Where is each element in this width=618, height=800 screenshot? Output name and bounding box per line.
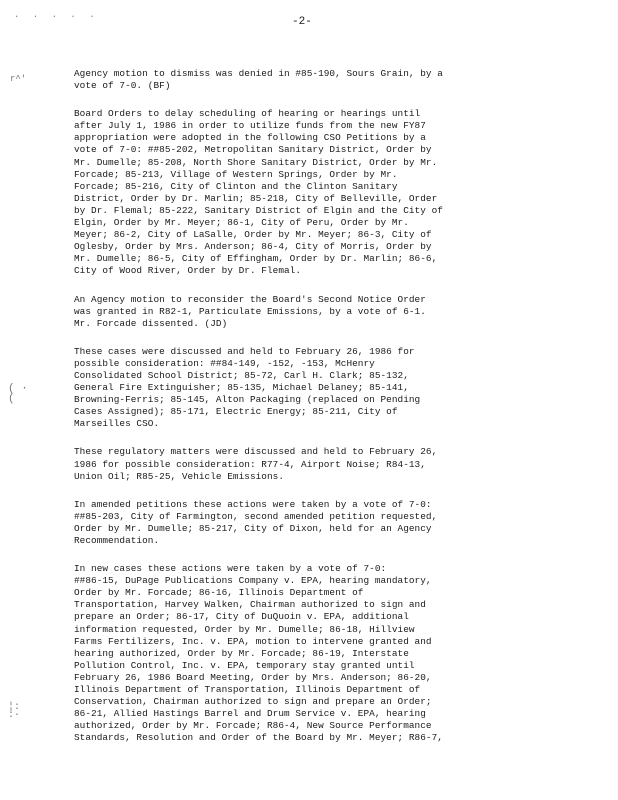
paragraph-amended-petitions: In amended petitions these actions were taken by a vote of 7-0: ##85-203, City of Farmington, second amended petition requested, Order by Mr. Dumelle; 85-217, City of Dixon, held for an Agency Recommendation. (74, 498, 438, 546)
paragraph-sours-grain-motion: Agency motion to dismiss was denied in #85-190, Sours Grain, by a vote of 7-0. (BF) (74, 68, 443, 92)
margin-mark-top-left: . . . . . (14, 10, 99, 20)
paragraph-cases-held: These cases were discussed and held to February 26, 1986 for possible consideration: ##84-149, -152, -153, McHenry Consolidated School District; 85-72, Carl H. Clark; 85-132, General Fire Extinguisher; 85-135, Michael Delaney; 85-141, Browning-Ferris; 85-145, Alton Packaging (replaced on Pending Cases Assigned); 85-171, Electric Energy; 85-211, City of Marseilles CSO. (74, 345, 421, 430)
paragraph-agency-reconsider-motion: An Agency motion to reconsider the Board's Second Notice Order was granted in R82-1, Particulate Emissions, by a vote of 6-1. Mr. Forcade dissented. (JD) (74, 293, 426, 329)
margin-mark-left-upper: r^' (10, 74, 27, 84)
page-number: -2- (292, 16, 312, 28)
paragraph-new-cases: In new cases these actions were taken by a vote of 7-0: ##86-15, DuPage Publications Company v. EPA, hearing mandatory, Order by Mr. Forcade; 86-16, Illinois Department of Transportation, Harvey Walken, Chairman authorized to sign and prepare an Order; 86-17, City of DuQuoin v. EPA, additional information requested, Order by Mr. Dumelle; 86-18, Hillview Farms Fertilizers, Inc. v. EPA, motion to intervene granted and hearing authorized, Order by Mr. Forcade; 86-19, Interstate Pollution Control, Inc. v. EPA, temporary stay granted until February 26, 1986 Board Meeting, Order by Mrs. Anderson; 86-20, Illinois Department of Transportation, Illinois Department of Conservation, Chairman authorized to sign and prepare an Order; 86-21, Allied Hastings Barrel and Drum Service v. EPA, hearing authorized, Order by Mr. Forcade; R86-4, New Source Performance Standards, Resolution and Order of the Board by Mr. Meyer; R86-7, (74, 563, 443, 744)
paragraph-regulatory-matters-held: These regulatory matters were discussed and held to February 26, 1986 for possible consideration: R77-4, Airport Noise; R84-13, Union Oil; R85-25, Vehicle Emissions. (74, 446, 438, 482)
document-body (74, 68, 554, 761)
paragraph-cso-petitions: Board Orders to delay scheduling of hearing or hearings until after July 1, 1986 in order to utilize funds from the new FY87 appropriation were adopted in the following CSO Petitions by a vote of 7-0: ##85-202, Metropolitan Sanitary District, Order by Mr. Dumelle; 85-208, North Shore Sanitary District, Order by Mr. Forcade; 85-213, Village of Western Springs, Order by Mr. Forcade; 85-216, City of Clinton and the Clinton Sanitary District, Order by Dr. Marlin; 85-218, City of Belleville, Order by Dr. Flemal; 85-222, Sanitary District of Elgin and the City of Elgin, Order by Mr. Meyer; 86-1, City of Peru, Order by Mr. Meyer; 86-2, City of LaSalle, Order by Mr. Meyer; 86-3, City of Oglesby, Order by Mrs. Anderson; 86-4, City of Morris, Order by Mr. Dumelle; 86-5, City of Effingham, Order by Dr. Marlin; 86-6, City of Wood River, Order by Dr. Flemal. (74, 108, 443, 277)
margin-mark-left-lower: ¦: :· (8, 702, 21, 721)
margin-mark-left-middle: ( · ( (8, 383, 28, 405)
